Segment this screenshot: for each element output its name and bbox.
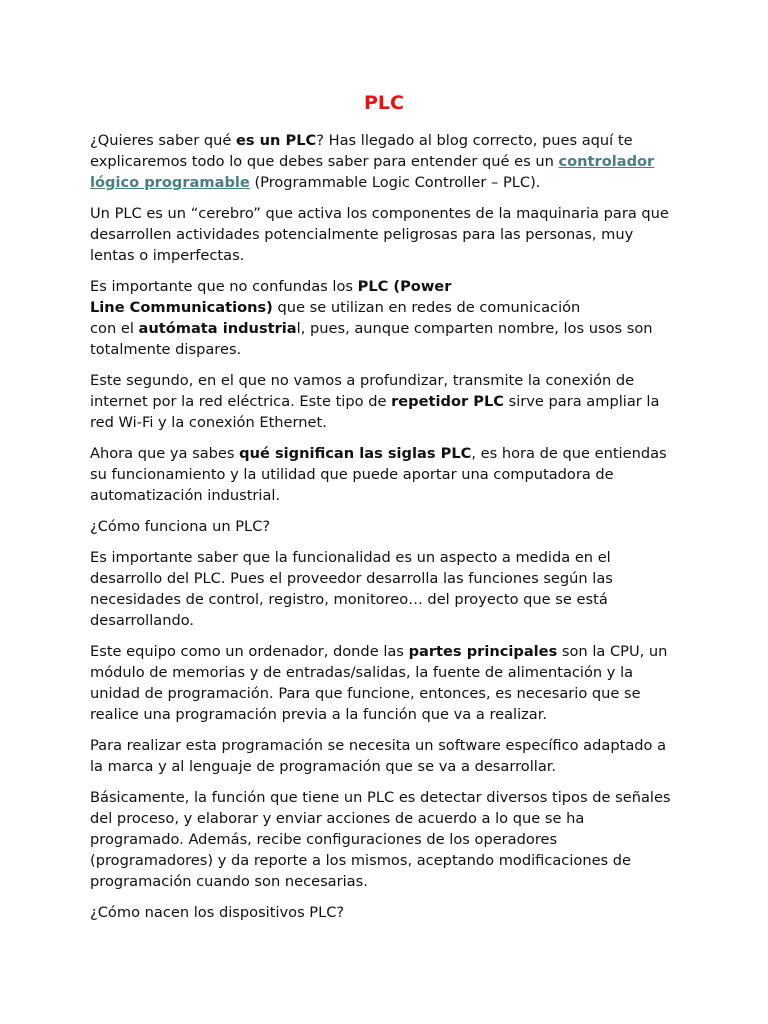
bold-text: qué significan las siglas PLC <box>239 445 472 462</box>
text-span: l, pues, aunque comparten nombre, los usos son totalmente dispares. <box>90 320 653 358</box>
text-span: ? Has llegado al blog correcto, pues aquí te explicaremos todo lo que debes saber para entender qué es un <box>90 132 633 170</box>
plc-link[interactable]: controlador lógico programable <box>90 153 655 191</box>
paragraph-software: Para realizar esta programación se necesita un software específico adaptado a la marca y al lenguaje de programación que se va a desarrollar. <box>90 737 667 775</box>
paragraph-parts <box>90 641 680 725</box>
bold-text: repetidor PLC <box>391 393 504 410</box>
paragraph-meaning <box>90 443 680 506</box>
bold-text: es un PLC <box>235 132 317 149</box>
text-span: Este segundo, en el que no vamos a profundizar, transmite la conexión de internet por la red eléctrica. Este tipo de <box>90 372 635 410</box>
text-span: Es importante que no confundas los <box>90 278 358 295</box>
document-body <box>90 130 680 933</box>
document-title: PLC <box>364 92 404 114</box>
text-span: son la CPU, un módulo de memorias y de entradas/salidas, la fuente de alimentación y la unidad de programación. Para que funcione, entonces, es necesario que se realice una programación previa a la función que va a realizar. <box>90 643 668 723</box>
paragraph-power-line <box>90 276 680 360</box>
heading-how-it-works: ¿Cómo funciona un PLC? <box>90 518 271 535</box>
paragraph-definition: Un PLC es un “cerebro” que activa los componentes de la maquinaria para que desarrollen actividades potencialmente peligrosas para las personas, muy lentas o imperfectas. <box>90 205 669 264</box>
text-span: (Programmable Logic Controller – PLC). <box>249 174 541 191</box>
paragraph-function: Básicamente, la función que tiene un PLC es detectar diversos tipos de señales del proceso, y elaborar y enviar acciones de acuerdo a lo que se ha programado. Además, recibe configuraciones de los operadores (programadores) y da reporte a los mismos, aceptando modificaciones de programación cuando son necesarias. <box>90 789 671 890</box>
paragraph-intro <box>90 130 680 193</box>
bold-text: autómata industria <box>138 320 297 337</box>
text-span: con el <box>90 320 139 337</box>
text-span: que se utilizan en redes de comunicación <box>272 299 581 316</box>
heading-origin: ¿Cómo nacen los dispositivos PLC? <box>90 904 345 921</box>
paragraph-functionality: Es importante saber que la funcionalidad es un aspecto a medida en el desarrollo del PLC. Pues el proveedor desarrolla las funciones según las necesidades de control, registro, monitoreo… del proyecto que se está desarrollando. <box>90 549 613 629</box>
text-span: , es hora de que entiendas su funcionamiento y la utilidad que puede aportar una computadora de automatización industrial. <box>90 445 667 504</box>
bold-text: PLC (Power <box>357 278 452 295</box>
text-span: Ahora que ya sabes <box>90 445 240 462</box>
bold-text: partes principales <box>408 643 558 660</box>
text-span: ¿Quieres saber qué <box>90 132 236 149</box>
bold-text: Line Communications) <box>90 299 273 316</box>
text-span: sirve para ampliar la red Wi-Fi y la conexión Ethernet. <box>90 393 660 431</box>
paragraph-repeater <box>90 370 680 433</box>
text-span: Este equipo como un ordenador, donde las <box>90 643 409 660</box>
